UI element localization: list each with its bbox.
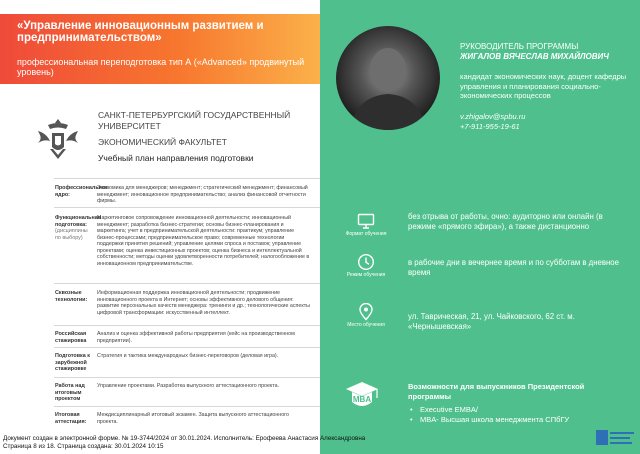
- mba-badge: MBA: [352, 395, 372, 404]
- spbu-logo-icon: [596, 427, 636, 449]
- director-description: кандидат экономических наук, доцент кафедры управления и планирования социально-экономических процессов: [460, 72, 627, 100]
- footer-line: Страница 8 из 18. Страница создана: 30.01.2024 10:15: [3, 443, 164, 450]
- spbu-crest-icon: [34, 115, 82, 163]
- photo-silhouette-icon: [336, 26, 440, 130]
- row-label: Сквозные технологии:: [55, 290, 88, 303]
- graduate-opportunities-title: Возможности для выпускников Президентской программы: [408, 382, 585, 401]
- monitor-icon: [357, 212, 375, 230]
- director-phone: +7-911-955-19-61: [460, 122, 520, 131]
- plan-heading: Учебный план направления подготовки: [98, 153, 254, 163]
- location-pin-icon: [357, 303, 375, 321]
- location-text: ул. Таврическая, 21, ул. Чайковского, 62 ст. м. «Чернышевская»: [408, 312, 575, 331]
- faculty-name: ЭКОНОМИЧЕСКИЙ ФАКУЛЬТЕТ: [98, 137, 227, 147]
- row-text: Экономика для менеджеров; менеджмент; стратегический менеджмент; финансовый менеджмент; инновационное предпринимательство; анализ финансовой отчетности фирмы.: [97, 185, 308, 204]
- document-footer: [3, 435, 563, 451]
- university-name: САНКТ-ПЕТЕРБУРГСКИЙ ГОСУДАРСТВЕННЫЙ УНИВЕРСИТЕТ: [98, 110, 291, 131]
- clock-icon: [357, 253, 375, 271]
- row-label: Российская стажировка: [55, 331, 87, 344]
- director-photo: [336, 26, 440, 130]
- row-text: Стратегия и тактика международных бизнес-переговоров (деловая игра).: [97, 353, 279, 359]
- row-text: Междисциплинарный итоговый экзамен. Защита выпускного аттестационного проекта.: [97, 412, 289, 425]
- row-label: Итоговая аттестация:: [55, 412, 87, 425]
- row-label: Профессиональное ядро:: [55, 185, 109, 198]
- list-item: • Executive EMBA/: [408, 405, 628, 415]
- row-label: Работа над итоговым проектом: [55, 383, 85, 402]
- title-banner: [0, 14, 320, 84]
- row-label: Подготовка к зарубежной стажировке: [55, 353, 90, 372]
- row-text: Маркетинговое сопровождение инновационной деятельности; инновационный менеджмент; разработка бизнес-стратегии; основы бизнес-планирования и маркетинга; учет в предпринимательской деятельности: практикум; управление бизнес-процессами; предпринимательское право; современные технологии поддержки принятия решений; управление целями спроса и поставок; управление проектами; оценка инвестиционных проектов; оценка бизнеса и интеллектуальной собственности; методы оценки удовлетворенности потребителей; налогообложение в инновационном предпринимательстве.: [97, 215, 310, 267]
- director-name: ЖИГАЛОВ ВЯЧЕСЛАВ МИХАЙЛОВИЧ: [460, 52, 609, 61]
- schedule-text: в рабочие дни в вечернее время и по субботам в дневное время: [408, 258, 619, 277]
- format-label: Формат обучения: [345, 231, 387, 237]
- divider: [54, 207, 320, 208]
- divider: [54, 325, 320, 326]
- divider: [54, 406, 320, 407]
- graduation-cap-icon: [344, 380, 380, 414]
- row-text: Информационная поддержка инновационной деятельности; продвижение инновационного проекта в Интернет; основы эффективного делового общения: развитие персональных качеств менеджера: тренинги и др.; технологические аспекты цифровой трансформации: искусственный интеллект.: [97, 290, 310, 316]
- program-title: «Управление инновационным развитием и предпринимательством»: [17, 20, 264, 44]
- director-heading: РУКОВОДИТЕЛЬ ПРОГРАММЫ: [460, 42, 579, 51]
- director-email: v.zhigalov@spbu.ru: [460, 112, 526, 121]
- schedule-label: Режим обучения: [346, 272, 386, 278]
- divider: [54, 283, 320, 284]
- footer-line: Документ создан в электронной форме. № 19-3744/2024 от 30.01.2024. Исполнитель: Ерофеева Анастасия Александровна: [3, 435, 366, 442]
- program-subtitle: профессиональная переподготовка тип А («Advanced» продвинутый уровень): [17, 57, 305, 77]
- divider: [54, 178, 320, 179]
- graduate-opportunities-list: [408, 405, 628, 424]
- list-item: • MBA- Высшая школа менеджмента СПбГУ: [408, 415, 628, 425]
- row-text: Анализ и оценка эффективной работы предприятия (кейс на производственном предприятии).: [97, 331, 295, 344]
- divider: [54, 347, 320, 348]
- row-text: Управление проектами. Разработка выпускного аттестационного проекта.: [97, 383, 280, 389]
- format-text: без отрыва от работы, очно: аудиторно или онлайн (в режиме «прямого эфира»), а также дистанционно: [408, 212, 603, 231]
- location-label: Место обучения: [347, 322, 385, 328]
- divider: [54, 377, 320, 378]
- row-label: Функциональная подготовка: (дисциплины по выбору): [55, 215, 101, 241]
